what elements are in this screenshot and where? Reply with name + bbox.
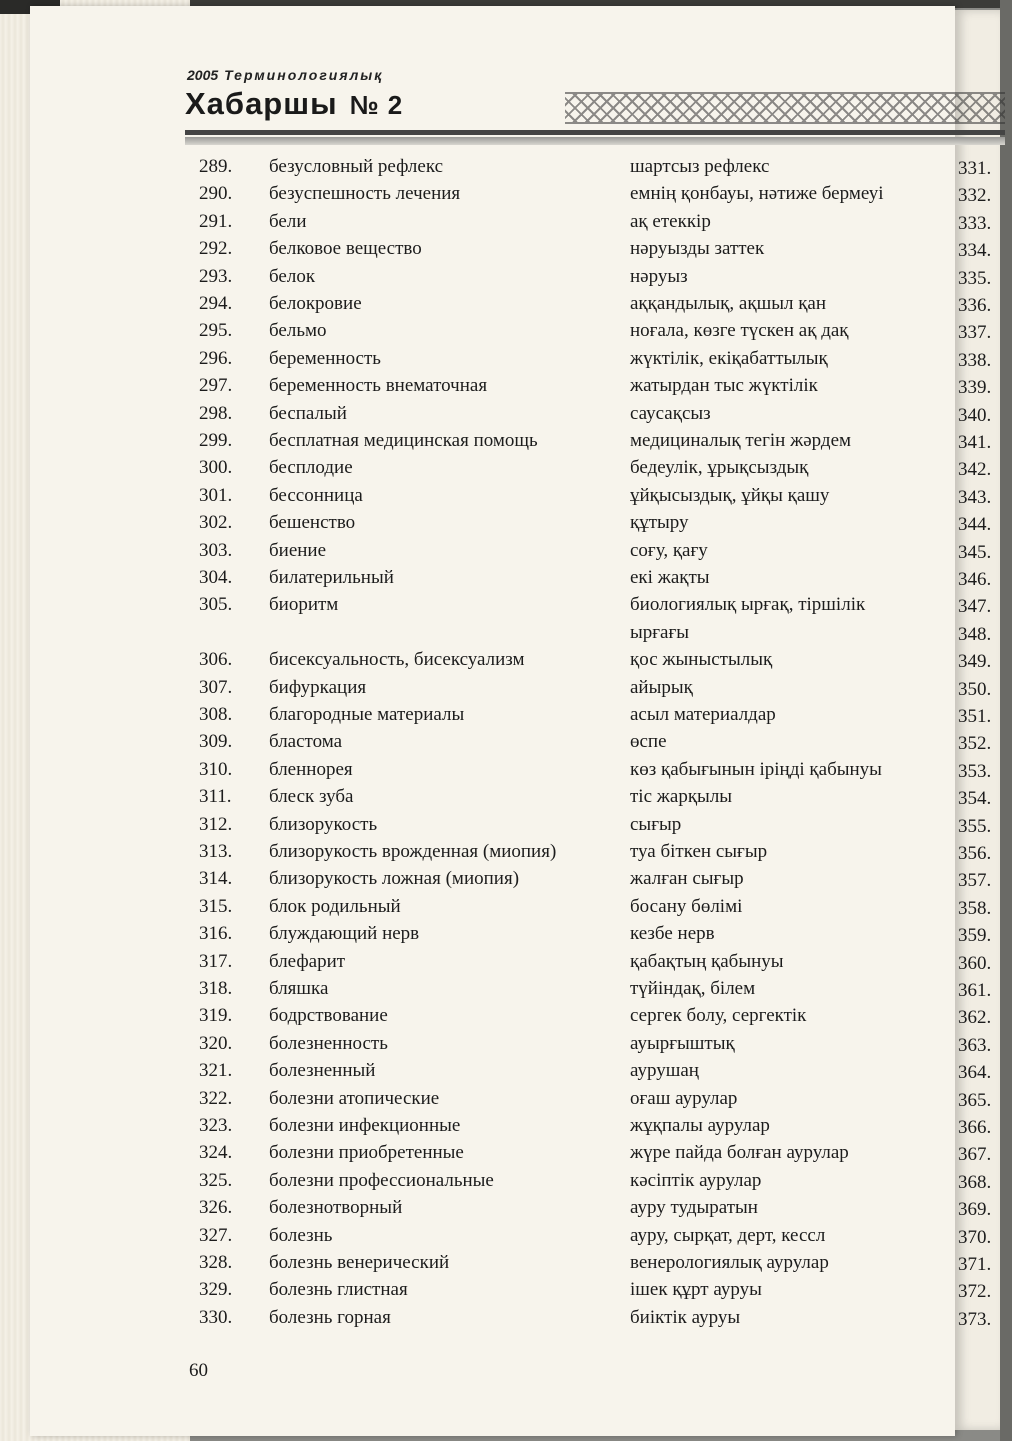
glossary-row xyxy=(0,457,1012,484)
facing-entry-number: 360. xyxy=(958,952,992,974)
russian-term: бифуркация xyxy=(269,676,367,698)
kazakh-term: сергек болу, сергектік xyxy=(630,1005,807,1027)
facing-entry-number: 363. xyxy=(958,1034,992,1056)
glossary-row xyxy=(0,512,1012,539)
facing-entry-number: 342. xyxy=(958,459,992,481)
glossary-row xyxy=(0,868,1012,895)
facing-entry-number: 364. xyxy=(958,1062,992,1084)
entry-number: 324. xyxy=(199,1142,233,1164)
entry-number: 316. xyxy=(199,923,233,945)
entry-number: 322. xyxy=(199,1087,233,1109)
entry-number: 297. xyxy=(199,375,233,397)
publication-line xyxy=(187,67,383,83)
entry-number: 307. xyxy=(199,676,233,698)
glossary-row xyxy=(0,320,1012,347)
facing-entry-number: 371. xyxy=(958,1254,992,1275)
facing-entry-number: 366. xyxy=(958,1117,992,1138)
russian-term: болезнь венерический xyxy=(269,1252,450,1273)
facing-entry-number: 370. xyxy=(958,1226,992,1248)
entry-number: 296. xyxy=(199,347,233,369)
glossary-row xyxy=(0,266,1012,293)
entry-number: 299. xyxy=(199,430,233,451)
russian-term: беременность xyxy=(269,347,381,369)
header-rule-shade xyxy=(185,137,1005,145)
glossary-row xyxy=(0,348,1012,375)
russian-term: болезнотворный xyxy=(269,1197,403,1219)
russian-term: беременность внематочная xyxy=(269,375,488,397)
russian-term: близорукость ложная (миопия) xyxy=(269,868,520,890)
facing-entry-number: 345. xyxy=(958,541,992,563)
entry-number: 327. xyxy=(199,1224,233,1246)
kazakh-term: өспе xyxy=(630,731,667,753)
russian-term: бисексуальность, бисексуализм xyxy=(269,649,525,671)
kazakh-term: жүктілік, екіқабаттылық xyxy=(630,347,828,369)
entry-number: 326. xyxy=(199,1197,233,1219)
kazakh-term: кезбе нерв xyxy=(630,923,715,945)
facing-entry-number: 341. xyxy=(958,432,992,453)
glossary-row xyxy=(0,1225,1012,1252)
kazakh-term: босану бөлімі xyxy=(630,895,743,917)
glossary-row xyxy=(0,677,1012,704)
entry-number: 308. xyxy=(199,704,233,725)
facing-entry-number: 332. xyxy=(958,185,992,207)
entry-number: 300. xyxy=(199,457,233,479)
facing-entry-number: 357. xyxy=(958,870,992,892)
entry-number: 330. xyxy=(199,1306,233,1328)
entry-number: 301. xyxy=(199,484,233,506)
facing-entry-number: 373. xyxy=(958,1308,992,1330)
entry-number: 290. xyxy=(199,183,233,205)
glossary-row xyxy=(0,731,1012,758)
kazakh-term: нәруыз xyxy=(630,265,688,287)
russian-term: блок родильный xyxy=(269,895,401,917)
kazakh-term: бедеулік, ұрықсыздық xyxy=(630,457,809,479)
facing-entry-number: 343. xyxy=(958,486,992,508)
kazakh-term: соғу, қағу xyxy=(630,539,708,561)
facing-entry-number: 356. xyxy=(958,843,992,864)
kazakh-term: жалған сығыр xyxy=(630,868,744,890)
facing-entry-number: 358. xyxy=(958,897,992,919)
entry-number: 318. xyxy=(199,978,233,999)
facing-entry-number: 352. xyxy=(958,733,992,755)
bulletin-title xyxy=(185,86,403,122)
kazakh-term: қабақтың қабынуы xyxy=(630,950,784,972)
entry-number: 304. xyxy=(199,567,233,588)
russian-term: болезнь горная xyxy=(269,1306,391,1328)
entry-number: 329. xyxy=(199,1279,233,1301)
kazakh-term: биологиялық ырғақ, тіршілік xyxy=(630,594,866,616)
kazakh-term: венерологиялық аурулар xyxy=(630,1252,829,1273)
entry-number: 310. xyxy=(199,758,233,780)
glossary-row xyxy=(0,1279,1012,1306)
entry-number: 314. xyxy=(199,868,233,890)
facing-entry-number: 350. xyxy=(958,678,992,700)
glossary-row xyxy=(0,540,1012,567)
entry-number: 289. xyxy=(199,156,233,177)
kazakh-term: тіс жарқылы xyxy=(630,786,733,808)
glossary-row xyxy=(0,567,1012,594)
russian-term: бешенство xyxy=(269,512,356,534)
russian-term: болезни атопические xyxy=(269,1087,440,1109)
russian-term: бесплатная медицинская помощь xyxy=(269,430,538,451)
kazakh-term: құтыру xyxy=(630,512,689,534)
russian-term: белковое вещество xyxy=(269,238,422,260)
kazakh-term: аурушаң xyxy=(630,1060,699,1082)
facing-entry-number: 359. xyxy=(958,925,992,947)
facing-entry-number: 337. xyxy=(958,322,992,344)
russian-term: биение xyxy=(269,539,327,561)
glossary-row xyxy=(0,814,1012,841)
glossary-row xyxy=(0,485,1012,512)
kazakh-term: биіктік ауруы xyxy=(630,1306,741,1328)
glossary-row xyxy=(0,403,1012,430)
facing-entry-number: 333. xyxy=(958,212,992,234)
facing-entry-number: 369. xyxy=(958,1199,992,1221)
kazakh-term: ішек құрт ауруы xyxy=(630,1279,762,1301)
kazakh-term: екі жақты xyxy=(630,567,710,588)
glossary-row xyxy=(0,1060,1012,1087)
entry-number: 315. xyxy=(199,895,233,917)
glossary-row xyxy=(0,841,1012,868)
facing-entry-number: 346. xyxy=(958,569,992,590)
issue-number: № 2 xyxy=(349,90,404,120)
glossary-row xyxy=(0,1033,1012,1060)
russian-term: благородные материалы xyxy=(269,704,465,725)
entry-number: 313. xyxy=(199,841,233,862)
entry-number: 312. xyxy=(199,813,233,835)
russian-term: бесплодие xyxy=(269,457,353,479)
kazakh-term: туа біткен сығыр xyxy=(630,841,768,862)
glossary-row xyxy=(0,786,1012,813)
entry-number: 295. xyxy=(199,320,233,342)
facing-entry-number: 336. xyxy=(958,295,992,316)
facing-entry-number: 351. xyxy=(958,706,992,727)
glossary-row xyxy=(0,649,1012,676)
entry-number: 328. xyxy=(199,1252,233,1273)
glossary-row xyxy=(0,622,1012,649)
kazakh-term: емнің қонбауы, нәтиже бермеуі xyxy=(630,183,884,205)
kazakh-term: түйіндақ, білем xyxy=(630,978,756,999)
facing-entry-number: 361. xyxy=(958,980,992,1001)
entry-number: 302. xyxy=(199,512,233,534)
entry-number: 293. xyxy=(199,265,233,287)
russian-term: блуждающий нерв xyxy=(269,923,420,945)
russian-term: болезнь xyxy=(269,1224,333,1246)
header-ornament xyxy=(565,92,1005,124)
glossary-row xyxy=(0,1115,1012,1142)
russian-term: билатерильный xyxy=(269,567,394,588)
facing-entry-number: 354. xyxy=(958,788,992,810)
page-number: 60 xyxy=(189,1360,208,1381)
russian-term: белокровие xyxy=(269,293,362,314)
glossary-row xyxy=(0,896,1012,923)
glossary-row xyxy=(0,293,1012,320)
entry-number: 321. xyxy=(199,1060,233,1082)
entry-number: 291. xyxy=(199,210,233,232)
russian-term: беспалый xyxy=(269,402,347,424)
facing-entry-number: 339. xyxy=(958,377,992,399)
facing-entry-number: 331. xyxy=(958,158,992,179)
entry-number: 305. xyxy=(199,594,233,616)
entry-number: 319. xyxy=(199,1005,233,1027)
facing-entry-number: 365. xyxy=(958,1089,992,1111)
kazakh-term: жұқпалы аурулар xyxy=(630,1115,770,1136)
glossary-row xyxy=(0,759,1012,786)
russian-term: близорукость xyxy=(269,813,378,835)
russian-term: бластома xyxy=(269,731,343,753)
entry-number: 292. xyxy=(199,238,233,260)
facing-entry-number: 367. xyxy=(958,1144,992,1166)
facing-entry-number: 344. xyxy=(958,514,992,536)
facing-entry-number: 349. xyxy=(958,651,992,673)
russian-term: болезни профессиональные xyxy=(269,1169,494,1191)
publication-year: 2005 xyxy=(187,67,219,83)
kazakh-term: оғаш аурулар xyxy=(630,1087,738,1109)
entry-number: 294. xyxy=(199,293,233,314)
kazakh-term: жүре пайда болған аурулар xyxy=(630,1142,849,1164)
facing-entry-number: 362. xyxy=(958,1007,992,1029)
glossary-row xyxy=(0,430,1012,457)
russian-term: болезненность xyxy=(269,1032,388,1054)
facing-entry-number: 334. xyxy=(958,240,992,262)
russian-term: бели xyxy=(269,210,307,232)
publication-name: Терминологиялық xyxy=(224,67,384,83)
glossary-row xyxy=(0,238,1012,265)
russian-term: бельмо xyxy=(269,320,327,342)
kazakh-term: кәсіптік аурулар xyxy=(630,1169,762,1191)
russian-term: бленнорея xyxy=(269,758,353,780)
kazakh-term: нәруызды заттек xyxy=(630,238,765,260)
facing-entry-number: 335. xyxy=(958,267,992,289)
facing-entry-number: 355. xyxy=(958,815,992,837)
entry-number: 323. xyxy=(199,1115,233,1136)
facing-entry-number: 368. xyxy=(958,1171,992,1193)
russian-term: безуспешность лечения xyxy=(269,183,461,205)
facing-entry-number: 338. xyxy=(958,349,992,371)
russian-term: безусловный рефлекс xyxy=(269,156,444,177)
russian-term: биоритм xyxy=(269,594,339,616)
kazakh-term: аққандылық, ақшыл қан xyxy=(630,293,827,314)
glossary-row xyxy=(0,1088,1012,1115)
glossary-row xyxy=(0,704,1012,731)
russian-term: бодрствование xyxy=(269,1005,388,1027)
glossary-row xyxy=(0,211,1012,238)
kazakh-term: ырғағы xyxy=(630,621,690,643)
kazakh-term: ноғала, көзге түскен ақ дақ xyxy=(630,320,849,342)
glossary-row xyxy=(0,183,1012,210)
kazakh-term: шартсыз рефлекс xyxy=(630,156,770,177)
page-header xyxy=(185,60,1005,150)
entry-number: 325. xyxy=(199,1169,233,1191)
russian-term: белок xyxy=(269,265,316,287)
kazakh-term: ақ етеккір xyxy=(630,210,711,232)
russian-term: блеск зуба xyxy=(269,786,354,808)
kazakh-term: сығыр xyxy=(630,813,682,835)
glossary-row xyxy=(0,375,1012,402)
entry-number: 311. xyxy=(199,786,232,808)
kazakh-term: айырық xyxy=(630,676,693,698)
glossary-row xyxy=(0,594,1012,621)
russian-term: блефарит xyxy=(269,950,346,972)
kazakh-term: саусақсыз xyxy=(630,402,711,424)
kazakh-term: медициналық тегін жәрдем xyxy=(630,430,852,451)
glossary-row xyxy=(0,156,1012,183)
glossary-row xyxy=(0,951,1012,978)
glossary-row xyxy=(0,1252,1012,1279)
glossary-row xyxy=(0,1307,1012,1334)
glossary-row xyxy=(0,1197,1012,1224)
glossary-row xyxy=(0,978,1012,1005)
facing-entry-number: 348. xyxy=(958,623,992,645)
facing-entry-number: 372. xyxy=(958,1281,992,1303)
glossary-row xyxy=(0,1142,1012,1169)
entry-number: 298. xyxy=(199,402,233,424)
entry-number: 317. xyxy=(199,950,233,972)
russian-term: болезнь глистная xyxy=(269,1279,408,1301)
russian-term: близорукость врожденная (миопия) xyxy=(269,841,557,862)
kazakh-term: қос жыныстылық xyxy=(630,649,773,671)
entry-number: 306. xyxy=(199,649,233,671)
glossary-row xyxy=(0,1170,1012,1197)
russian-term: бессонница xyxy=(269,484,363,506)
russian-term: болезни приобретенные xyxy=(269,1142,464,1164)
entry-number: 303. xyxy=(199,539,233,561)
russian-term: болезненный xyxy=(269,1060,376,1082)
kazakh-term: асыл материалдар xyxy=(630,704,776,725)
entry-number: 309. xyxy=(199,731,233,753)
kazakh-term: ауру, сырқат, дерт, кессл xyxy=(630,1224,826,1246)
kazakh-term: ұйқысыздық, ұйқы қашу xyxy=(630,484,830,506)
russian-term: бляшка xyxy=(269,978,329,999)
glossary-row xyxy=(0,1005,1012,1032)
kazakh-term: ауырғыштық xyxy=(630,1032,735,1054)
kazakh-term: жатырдан тыс жүктілік xyxy=(630,375,818,397)
facing-entry-number: 353. xyxy=(958,760,992,782)
facing-entry-number: 347. xyxy=(958,596,992,618)
russian-term: болезни инфекционные xyxy=(269,1115,461,1136)
facing-entry-number: 340. xyxy=(958,404,992,426)
kazakh-term: ауру тудыратын xyxy=(630,1197,758,1219)
header-rule xyxy=(185,130,1005,135)
entry-number: 320. xyxy=(199,1032,233,1054)
kazakh-term: көз қабығынын іріңді қабынуы xyxy=(630,758,882,780)
bulletin-name: Хабаршы xyxy=(185,86,338,121)
glossary-row xyxy=(0,923,1012,950)
